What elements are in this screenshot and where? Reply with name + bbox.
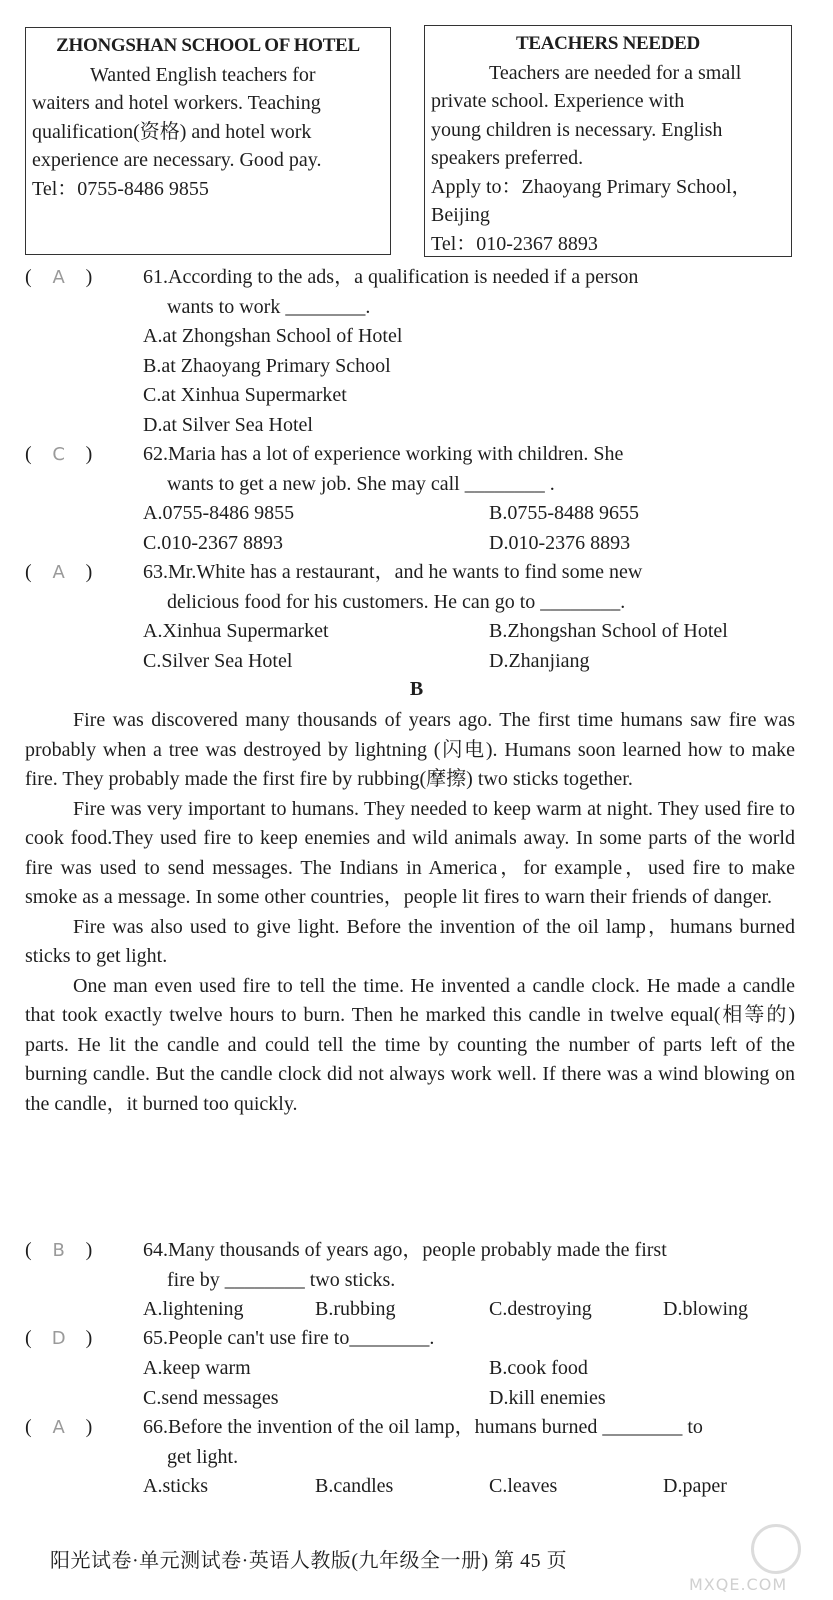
passage-paragraph: Fire was also used to give light. Before the invention of the oil lamp，humans burned sticks to get light. xyxy=(25,915,795,967)
answer-bracket: ( D ) xyxy=(25,1324,117,1354)
answer-mark: A xyxy=(52,1417,65,1438)
ad-line: Apply to：Zhaoyang Primary School， xyxy=(431,175,752,198)
option: C.destroying xyxy=(489,1298,592,1320)
ad-line: private school. Experience with xyxy=(431,90,685,112)
options-65 xyxy=(143,1354,803,1413)
stem-line: delicious food for his customers. He can go to ________. xyxy=(167,590,626,613)
watermark-circle-icon xyxy=(751,1524,801,1574)
watermark-text: MXQE.COM xyxy=(689,1575,788,1594)
question-stem xyxy=(143,440,819,499)
ad-line: waiters and hotel workers. Teaching xyxy=(32,92,321,114)
passage-paragraph: Fire was discovered many thousands of years ago. The first time humans saw fire was probably when a tree was destroyed by lightning (闪电). Humans soon learned how to make fire. They probably made the first fire by rubbing(摩擦) two sticks together. xyxy=(25,709,795,790)
watermark-logo xyxy=(681,1524,811,1594)
passage-paragraph: One man even used fire to tell the time. He invented a candle clock. He made a candle that took exactly twelve hours to burn. Then he marked this candle in twelve equal(相等的) parts. He lit the candle and could tell the time by counting the number of parts left of the burning candle. But the candle clock did not always work well. If there was a wind blowing on the candle，it burned too quickly. xyxy=(25,974,795,1115)
option: D.at Silver Sea Hotel xyxy=(143,413,313,436)
answer-bracket: ( C ) xyxy=(25,440,117,470)
option: D.blowing xyxy=(663,1298,748,1320)
options-66 xyxy=(143,1472,803,1502)
stem-line: fire by ________ two sticks. xyxy=(167,1268,396,1291)
option: D.010-2376 8893 xyxy=(489,531,631,554)
passage-paragraph: Fire was very important to humans. They needed to keep warm at night. They used fire to cook food.They used fire to keep enemies and wild animals away. In some parts of the world fire was used to send messages. The Indians in America，for example，used fire to make smoke as a message. In some other countries，people lit fires to warn their friends of danger. xyxy=(25,797,795,908)
stem-line: 65.People can't use fire to________. xyxy=(143,1327,435,1349)
stem-line: 64.Many thousands of years ago，people probably made the first xyxy=(143,1239,667,1261)
stem-line: wants to work ________. xyxy=(167,295,371,318)
option: A.0755-8486 9855 xyxy=(143,502,295,524)
option: B.candles xyxy=(315,1475,394,1497)
section-heading: B xyxy=(409,678,424,700)
options-63 xyxy=(143,617,803,676)
ad-line: speakers preferred. xyxy=(431,147,584,169)
ad-zhongshan-school xyxy=(25,27,391,255)
ad-line: Wanted English teachers for xyxy=(90,63,316,86)
question-62 xyxy=(25,440,800,495)
answer-mark: D xyxy=(51,1328,66,1349)
question-stem xyxy=(143,1236,819,1295)
ad-title: TEACHERS NEEDED xyxy=(516,33,700,54)
option: A.lightening xyxy=(143,1298,244,1320)
question-63 xyxy=(25,558,800,613)
question-stem xyxy=(143,1324,819,1354)
stem-line: 63.Mr.White has a restaurant，and he wants to find some new xyxy=(143,561,643,583)
answer-mark: A xyxy=(52,562,65,583)
option: C.send messages xyxy=(143,1386,279,1409)
option: A.sticks xyxy=(143,1475,208,1497)
ad-phone: Tel：0755-8486 9855 xyxy=(32,177,209,200)
answer-bracket: ( B ) xyxy=(25,1236,117,1266)
option: C.leaves xyxy=(489,1475,558,1497)
answer-bracket: ( A ) xyxy=(25,558,117,588)
stem-line: 61.According to the ads，a qualification is needed if a person xyxy=(143,266,639,288)
stem-line: 66.Before the invention of the oil lamp，humans burned ________ to xyxy=(143,1416,703,1438)
ad-line: Teachers are needed for a small xyxy=(489,61,742,84)
options-61 xyxy=(143,322,803,440)
question-stem xyxy=(143,1413,819,1472)
ad-body xyxy=(431,59,785,259)
ad-line: experience are necessary. Good pay. xyxy=(32,149,322,171)
stem-line: get light. xyxy=(167,1445,239,1468)
option: B.0755-8488 9655 xyxy=(489,502,639,524)
option: C.Silver Sea Hotel xyxy=(143,649,293,672)
question-stem xyxy=(143,558,819,617)
option: A.Xinhua Supermarket xyxy=(143,620,329,642)
stem-line: 62.Maria has a lot of experience working with children. She xyxy=(143,443,624,465)
page-footer: 阳光试卷·单元测试卷·英语人教版(九年级全一册) 第 45 页 xyxy=(50,1550,568,1572)
options-64 xyxy=(143,1295,803,1325)
option: B.Zhongshan School of Hotel xyxy=(489,620,728,642)
ad-line: young children is necessary. English xyxy=(431,118,723,141)
ad-title: ZHONGSHAN SCHOOL OF HOTEL xyxy=(56,35,360,56)
answer-mark: C xyxy=(52,444,65,465)
ad-body xyxy=(32,61,384,204)
ad-teachers-needed xyxy=(424,25,792,257)
option: A.at Zhongshan School of Hotel xyxy=(143,325,403,347)
answer-bracket: ( A ) xyxy=(25,1413,117,1443)
stem-line: wants to get a new job. She may call ________ . xyxy=(167,472,555,495)
option: A.keep warm xyxy=(143,1357,251,1379)
option: D.paper xyxy=(663,1475,727,1497)
question-stem xyxy=(143,263,819,322)
ad-phone: Tel：010-2367 8893 xyxy=(431,232,598,255)
ad-line: qualification(资格) and hotel work xyxy=(32,120,312,143)
question-61 xyxy=(25,263,800,318)
question-64 xyxy=(25,1236,800,1291)
option: C.010-2367 8893 xyxy=(143,531,283,554)
option: D.Zhanjiang xyxy=(489,649,590,672)
answer-mark: A xyxy=(52,267,65,288)
option: B.at Zhaoyang Primary School xyxy=(143,354,391,377)
option: D.kill enemies xyxy=(489,1386,606,1409)
answer-mark: B xyxy=(52,1240,65,1261)
ad-line: Beijing xyxy=(431,204,490,226)
options-62 xyxy=(143,499,803,558)
option: B.rubbing xyxy=(315,1298,396,1320)
question-66 xyxy=(25,1413,800,1468)
reading-passage xyxy=(25,706,795,1119)
option: C.at Xinhua Supermarket xyxy=(143,384,347,406)
question-65 xyxy=(25,1324,800,1354)
option: B.cook food xyxy=(489,1357,588,1379)
answer-bracket: ( A ) xyxy=(25,263,117,293)
